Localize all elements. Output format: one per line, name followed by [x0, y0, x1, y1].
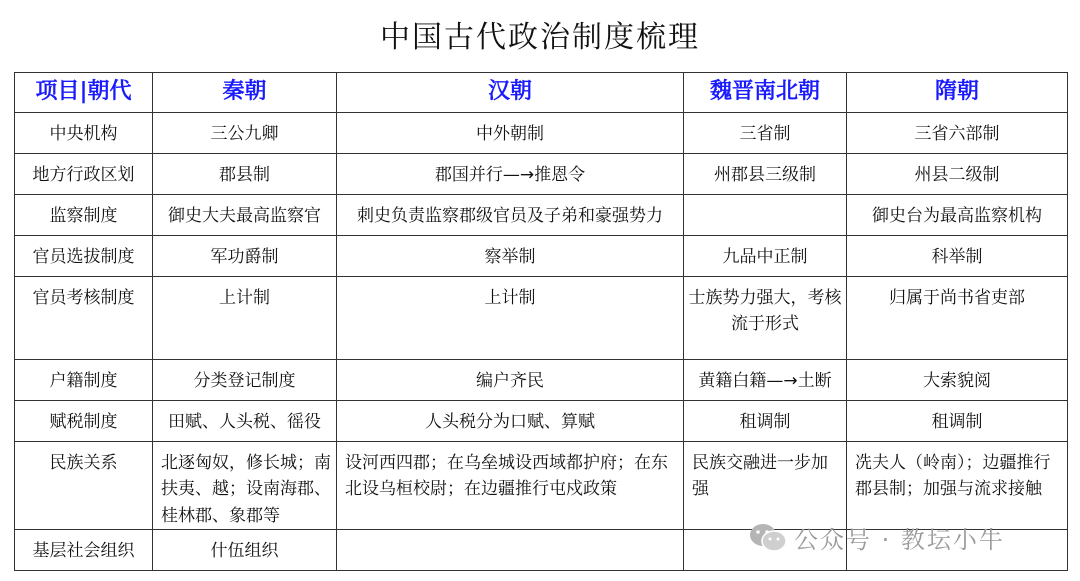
cell-wei	[684, 195, 847, 236]
cell-wei: 民族交融进一步加强	[684, 442, 847, 530]
cell-han: 编户齐民	[337, 360, 684, 401]
watermark-text: 公众号 · 教坛小牛	[794, 526, 1005, 554]
cell-qin: 田赋、人头税、徭役	[153, 401, 337, 442]
cell-han: 察举制	[337, 236, 684, 277]
row-label: 中央机构	[15, 113, 153, 154]
cell-han: 中外朝制	[337, 113, 684, 154]
row-label: 监察制度	[15, 195, 153, 236]
cell-qin: 军功爵制	[153, 236, 337, 277]
wechat-icon	[748, 521, 788, 555]
table-row	[15, 360, 1068, 401]
row-label: 户籍制度	[15, 360, 153, 401]
cell-wei: 士族势力强大，考核流于形式	[684, 277, 847, 360]
row-label: 基层社会组织	[15, 530, 153, 571]
cell-sui: 御史台为最高监察机构	[847, 195, 1068, 236]
cell-wei: 州郡县三级制	[684, 154, 847, 195]
cell-qin: 上计制	[153, 277, 337, 360]
header-sui: 隋朝	[847, 73, 1068, 113]
cell-qin: 什伍组织	[153, 530, 337, 571]
cell-han: 上计制	[337, 277, 684, 360]
table-row	[15, 442, 1068, 530]
cell-wei: 黄籍白籍—→土断	[684, 360, 847, 401]
cell-han	[337, 530, 684, 571]
table-row	[15, 236, 1068, 277]
policy-table	[14, 72, 1068, 571]
table-row	[15, 154, 1068, 195]
cell-wei: 三省制	[684, 113, 847, 154]
cell-han: 刺史负责监察郡级官员及子弟和豪强势力	[337, 195, 684, 236]
cell-wei: 九品中正制	[684, 236, 847, 277]
cell-wei: 租调制	[684, 401, 847, 442]
page-title: 中国古代政治制度梳理	[380, 20, 700, 55]
cell-qin: 郡县制	[153, 154, 337, 195]
cell-sui: 科举制	[847, 236, 1068, 277]
cell-han: 人头税分为口赋、算赋	[337, 401, 684, 442]
row-label: 赋税制度	[15, 401, 153, 442]
cell-sui: 冼夫人（岭南）；边疆推行郡县制；加强与流求接触	[847, 442, 1068, 530]
cell-sui: 三省六部制	[847, 113, 1068, 154]
table-row	[15, 113, 1068, 154]
table-row	[15, 195, 1068, 236]
cell-han: 郡国并行—→推恩令	[337, 154, 684, 195]
row-label: 官员选拔制度	[15, 236, 153, 277]
row-label: 官员考核制度	[15, 277, 153, 360]
cell-qin: 御史大夫最高监察官	[153, 195, 337, 236]
watermark	[748, 520, 1005, 555]
cell-han: 设河西四郡；在乌垒城设西域都护府；在东北设乌桓校尉；在边疆推行屯戍政策	[337, 442, 684, 530]
header-han: 汉朝	[337, 73, 684, 113]
table-row	[15, 401, 1068, 442]
cell-qin: 北逐匈奴，修长城；南扶夷、越；设南海郡、桂林郡、象郡等	[153, 442, 337, 530]
cell-sui: 租调制	[847, 401, 1068, 442]
cell-qin: 分类登记制度	[153, 360, 337, 401]
cell-sui: 州县二级制	[847, 154, 1068, 195]
header-wei: 魏晋南北朝	[684, 73, 847, 113]
cell-sui: 归属于尚书省吏部	[847, 277, 1068, 360]
row-label: 民族关系	[15, 442, 153, 530]
cell-sui: 大索貌阅	[847, 360, 1068, 401]
header-qin: 秦朝	[153, 73, 337, 113]
header-item: 项目|朝代	[15, 73, 153, 113]
header-row	[15, 73, 1068, 113]
cell-qin: 三公九卿	[153, 113, 337, 154]
row-label: 地方行政区划	[15, 154, 153, 195]
table-row	[15, 277, 1068, 360]
